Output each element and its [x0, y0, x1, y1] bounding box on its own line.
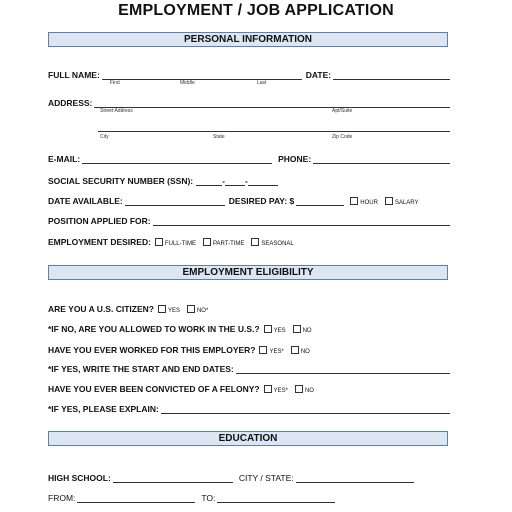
full-name-label: FULL NAME:	[48, 70, 100, 80]
citizen-no-checkbox[interactable]	[187, 305, 195, 313]
email-field[interactable]	[82, 153, 272, 164]
city-state-zip-field[interactable]	[98, 131, 450, 132]
felony-explain-field[interactable]	[161, 403, 450, 414]
date-label: DATE:	[305, 70, 332, 80]
felony-yes-label: YES*	[273, 388, 288, 394]
felony-yes-checkbox[interactable]	[264, 385, 272, 393]
zip-sublabel: Zip Code	[332, 134, 353, 140]
part-time-checkbox[interactable]	[203, 238, 211, 246]
work-allowed-yes-checkbox[interactable]	[264, 325, 272, 333]
felony-explain-row	[48, 400, 452, 414]
high-school-label: HIGH SCHOOL:	[48, 473, 111, 483]
ssn-part1-field[interactable]	[196, 175, 222, 186]
work-allowed-yes-label: YES	[273, 328, 286, 334]
salary-label: SALARY	[394, 200, 419, 206]
street-field[interactable]	[94, 97, 450, 108]
ssn-separator-1: -	[222, 176, 225, 186]
worked-before-row	[48, 341, 452, 355]
employment-desired-label: EMPLOYMENT DESIRED:	[48, 237, 151, 247]
ssn-part3-field[interactable]	[248, 175, 278, 186]
from-field[interactable]	[77, 492, 195, 503]
section-header-education: EDUCATION	[48, 431, 448, 446]
date-field[interactable]	[333, 69, 450, 80]
felony-no-checkbox[interactable]	[295, 385, 303, 393]
hour-checkbox[interactable]	[350, 197, 358, 205]
city-state-field[interactable]	[296, 472, 414, 483]
ssn-separator-2: -	[244, 176, 248, 186]
hour-label: HOUR	[360, 200, 378, 206]
citizen-question: ARE YOU A U.S. CITIZEN?	[48, 304, 154, 314]
date-available-row	[48, 192, 452, 206]
address-label: ADDRESS:	[48, 98, 93, 108]
phone-field[interactable]	[313, 153, 450, 164]
high-school-row	[48, 469, 452, 483]
salary-checkbox[interactable]	[385, 197, 393, 205]
work-allowed-row	[48, 320, 452, 334]
full-name-row	[48, 66, 452, 80]
citizen-no-label: NO*	[196, 308, 209, 314]
full-name-field[interactable]	[102, 69, 302, 80]
position-field[interactable]	[153, 215, 450, 226]
date-available-field[interactable]	[125, 195, 225, 206]
start-end-dates-field[interactable]	[236, 363, 450, 374]
from-label: FROM:	[48, 493, 76, 503]
work-allowed-no-checkbox[interactable]	[293, 325, 301, 333]
seasonal-checkbox[interactable]	[251, 238, 259, 246]
felony-row	[48, 380, 452, 394]
position-label: POSITION APPLIED FOR:	[48, 216, 151, 226]
worked-before-yes-label: YES*	[269, 349, 284, 355]
work-allowed-question: *IF NO, ARE YOU ALLOWED TO WORK IN THE U.S.?	[48, 324, 260, 334]
ssn-label: SOCIAL SECURITY NUMBER (SSN):	[48, 176, 194, 186]
last-sublabel: Last	[257, 80, 267, 86]
section-header-eligibility: EMPLOYMENT ELIGIBILITY	[48, 265, 448, 280]
felony-explain-label: *IF YES, PLEASE EXPLAIN:	[48, 404, 159, 414]
worked-before-yes-checkbox[interactable]	[259, 346, 267, 354]
to-field[interactable]	[217, 492, 335, 503]
desired-pay-field[interactable]	[296, 195, 344, 206]
first-sublabel: First	[110, 80, 120, 86]
from-to-row	[48, 489, 452, 503]
email-label: E-MAIL:	[48, 154, 81, 164]
citizen-yes-checkbox[interactable]	[158, 305, 166, 313]
worked-before-no-checkbox[interactable]	[291, 346, 299, 354]
worked-before-question: HAVE YOU EVER WORKED FOR THIS EMPLOYER?	[48, 345, 256, 355]
felony-no-label: NO	[304, 388, 314, 394]
desired-pay-label: DESIRED PAY: $	[228, 196, 295, 206]
felony-question: HAVE YOU EVER BEEN CONVICTED OF A FELONY?	[48, 384, 260, 394]
part-time-label: PART-TIME	[212, 241, 245, 247]
ssn-part2-field[interactable]	[225, 175, 245, 186]
ssn-row	[48, 172, 452, 186]
date-available-label: DATE AVAILABLE:	[48, 196, 123, 206]
address-row	[48, 94, 452, 108]
apt-sublabel: Apt/Suite	[332, 108, 353, 114]
section-header-personal: PERSONAL INFORMATION	[48, 32, 448, 47]
middle-sublabel: Middle	[180, 80, 195, 86]
city-state-label: CITY / STATE:	[238, 473, 294, 483]
street-sublabel: Street Address	[100, 108, 133, 114]
full-time-checkbox[interactable]	[155, 238, 163, 246]
work-allowed-no-label: NO	[302, 328, 312, 334]
state-sublabel: State	[213, 134, 225, 140]
phone-label: PHONE:	[278, 154, 312, 164]
seasonal-label: SEASONAL	[261, 241, 294, 247]
email-row	[48, 150, 452, 164]
citizen-row	[48, 300, 452, 314]
full-time-label: FULL-TIME	[164, 241, 196, 247]
citizen-yes-label: YES	[167, 308, 180, 314]
high-school-field[interactable]	[113, 472, 233, 483]
page-title: EMPLOYMENT / JOB APPLICATION	[118, 2, 394, 19]
start-end-dates-label: *IF YES, WRITE THE START AND END DATES:	[48, 364, 234, 374]
employment-desired-row	[48, 233, 452, 247]
position-row	[48, 212, 452, 226]
to-label: TO:	[201, 493, 216, 503]
worked-before-no-label: NO	[300, 349, 310, 355]
city-sublabel: City	[100, 134, 109, 140]
start-end-dates-row	[48, 360, 452, 374]
